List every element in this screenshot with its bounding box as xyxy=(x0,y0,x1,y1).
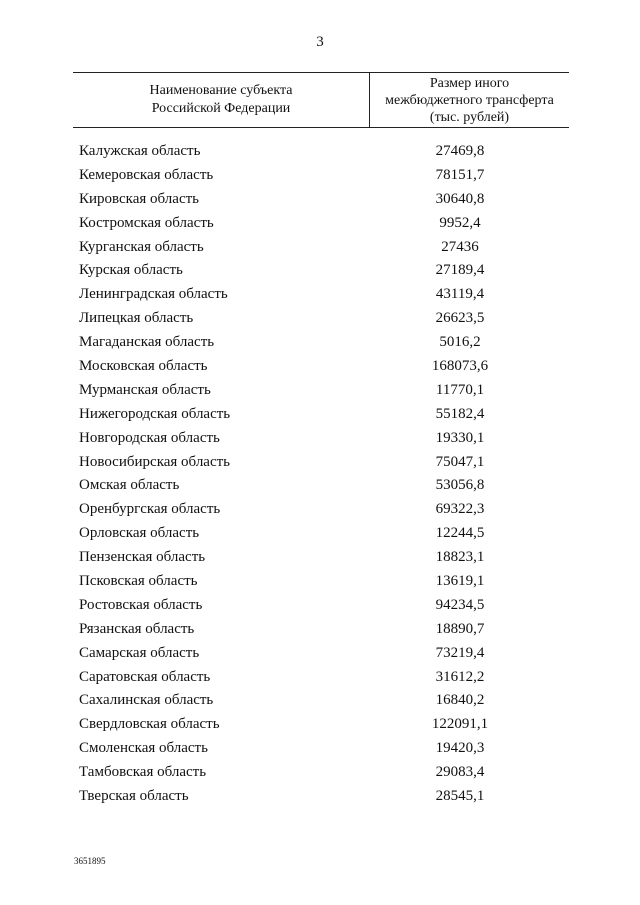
transfer-amount: 27436 xyxy=(441,238,479,255)
transfer-amount: 55182,4 xyxy=(435,405,485,422)
header-transfer-amount xyxy=(370,73,569,127)
table-row xyxy=(0,259,640,283)
table-row xyxy=(0,236,640,260)
header-subject-name-line: Наименование субъекта xyxy=(149,83,293,98)
table-row xyxy=(0,451,640,475)
transfer-amount: 16840,2 xyxy=(435,692,485,709)
transfer-amount: 12244,5 xyxy=(435,525,485,542)
transfer-amount: 18890,7 xyxy=(435,620,485,637)
region-name: Орловская область xyxy=(79,525,200,542)
region-name: Тверская область xyxy=(79,788,189,805)
transfer-amount: 9952,4 xyxy=(439,214,481,231)
table-row xyxy=(0,618,640,642)
transfer-amount: 26623,5 xyxy=(435,310,485,327)
transfer-amount: 5016,2 xyxy=(439,334,481,351)
table-body xyxy=(0,140,640,809)
table-row xyxy=(0,522,640,546)
transfer-amount: 69322,3 xyxy=(435,501,485,518)
transfer-amount: 19420,3 xyxy=(435,740,485,757)
table-row xyxy=(0,331,640,355)
region-name: Самарская область xyxy=(79,644,200,661)
header-transfer-amount-line: Размер иного xyxy=(429,75,510,91)
table-row xyxy=(0,188,640,212)
region-name: Курганская область xyxy=(79,238,204,255)
transfer-amount: 43119,4 xyxy=(435,286,485,303)
region-name: Псковская область xyxy=(79,573,198,590)
header-transfer-amount-line: (тыс. рублей) xyxy=(429,109,510,125)
region-name: Сахалинская область xyxy=(79,692,214,709)
header-transfer-amount-line: межбюджетного трансферта xyxy=(385,92,554,108)
table-row xyxy=(0,379,640,403)
region-name: Липецкая область xyxy=(79,310,194,327)
transfer-amount: 78151,7 xyxy=(435,166,485,183)
table-row xyxy=(0,666,640,690)
header-subject-name xyxy=(73,73,370,127)
transfer-amount: 18823,1 xyxy=(435,549,485,566)
transfer-amount: 168073,6 xyxy=(431,358,489,375)
region-name: Костромская область xyxy=(79,214,214,231)
table-row xyxy=(0,212,640,236)
region-name: Новосибирская область xyxy=(79,453,231,470)
transfer-amount: 73219,4 xyxy=(435,644,485,661)
region-name: Калужская область xyxy=(79,143,201,159)
table-row xyxy=(0,164,640,188)
table-row xyxy=(0,427,640,451)
transfer-amount: 11770,1 xyxy=(435,381,485,398)
region-name: Саратовская область xyxy=(79,668,211,685)
table-row xyxy=(0,283,640,307)
page-number: 3 xyxy=(316,34,324,50)
table-row xyxy=(0,737,640,761)
transfer-amount: 30640,8 xyxy=(435,190,485,207)
transfer-amount: 75047,1 xyxy=(435,453,485,470)
region-name: Тамбовская область xyxy=(79,764,207,781)
table-row xyxy=(0,761,640,785)
transfer-amount: 53056,8 xyxy=(435,477,485,494)
region-name: Рязанская область xyxy=(79,620,195,637)
region-name: Курская область xyxy=(79,262,183,279)
table-row xyxy=(0,546,640,570)
table-row xyxy=(0,307,640,331)
transfer-amount: 27189,4 xyxy=(435,262,485,279)
table-row xyxy=(0,140,640,164)
document-code: 3651895 xyxy=(74,856,106,866)
region-name: Магаданская область xyxy=(79,334,215,351)
transfer-amount: 13619,1 xyxy=(435,573,485,590)
transfer-amount: 31612,2 xyxy=(435,668,485,685)
table-row xyxy=(0,594,640,618)
transfer-amount: 122091,1 xyxy=(431,716,489,733)
table-row xyxy=(0,570,640,594)
transfer-amount: 29083,4 xyxy=(435,764,485,781)
table-row xyxy=(0,355,640,379)
table-row xyxy=(0,498,640,522)
transfer-amount: 94234,5 xyxy=(435,596,485,613)
region-name: Смоленская область xyxy=(79,740,208,757)
table-row xyxy=(0,785,640,809)
region-name: Омская область xyxy=(79,477,180,494)
region-name: Ростовская область xyxy=(79,596,203,613)
table-row xyxy=(0,642,640,666)
region-name: Пензенская область xyxy=(79,549,206,566)
table-row xyxy=(0,689,640,713)
region-name: Кировская область xyxy=(79,190,200,207)
region-name: Мурманская область xyxy=(79,381,211,398)
region-name: Оренбургская область xyxy=(79,501,221,518)
region-name: Нижегородская область xyxy=(79,405,231,422)
header-subject-name-line: Российской Федерации xyxy=(151,101,291,116)
table-row xyxy=(0,713,640,737)
transfer-amount: 27469,8 xyxy=(435,143,485,159)
region-name: Московская область xyxy=(79,358,208,375)
transfer-amount: 28545,1 xyxy=(435,788,485,805)
transfer-amount: 19330,1 xyxy=(435,429,485,446)
table-row xyxy=(0,474,640,498)
region-name: Новгородская область xyxy=(79,429,220,446)
region-name: Ленинградская область xyxy=(79,286,228,303)
region-name: Кемеровская область xyxy=(79,166,214,183)
region-name: Свердловская область xyxy=(79,716,220,733)
table-row xyxy=(0,403,640,427)
table-header xyxy=(73,72,569,128)
